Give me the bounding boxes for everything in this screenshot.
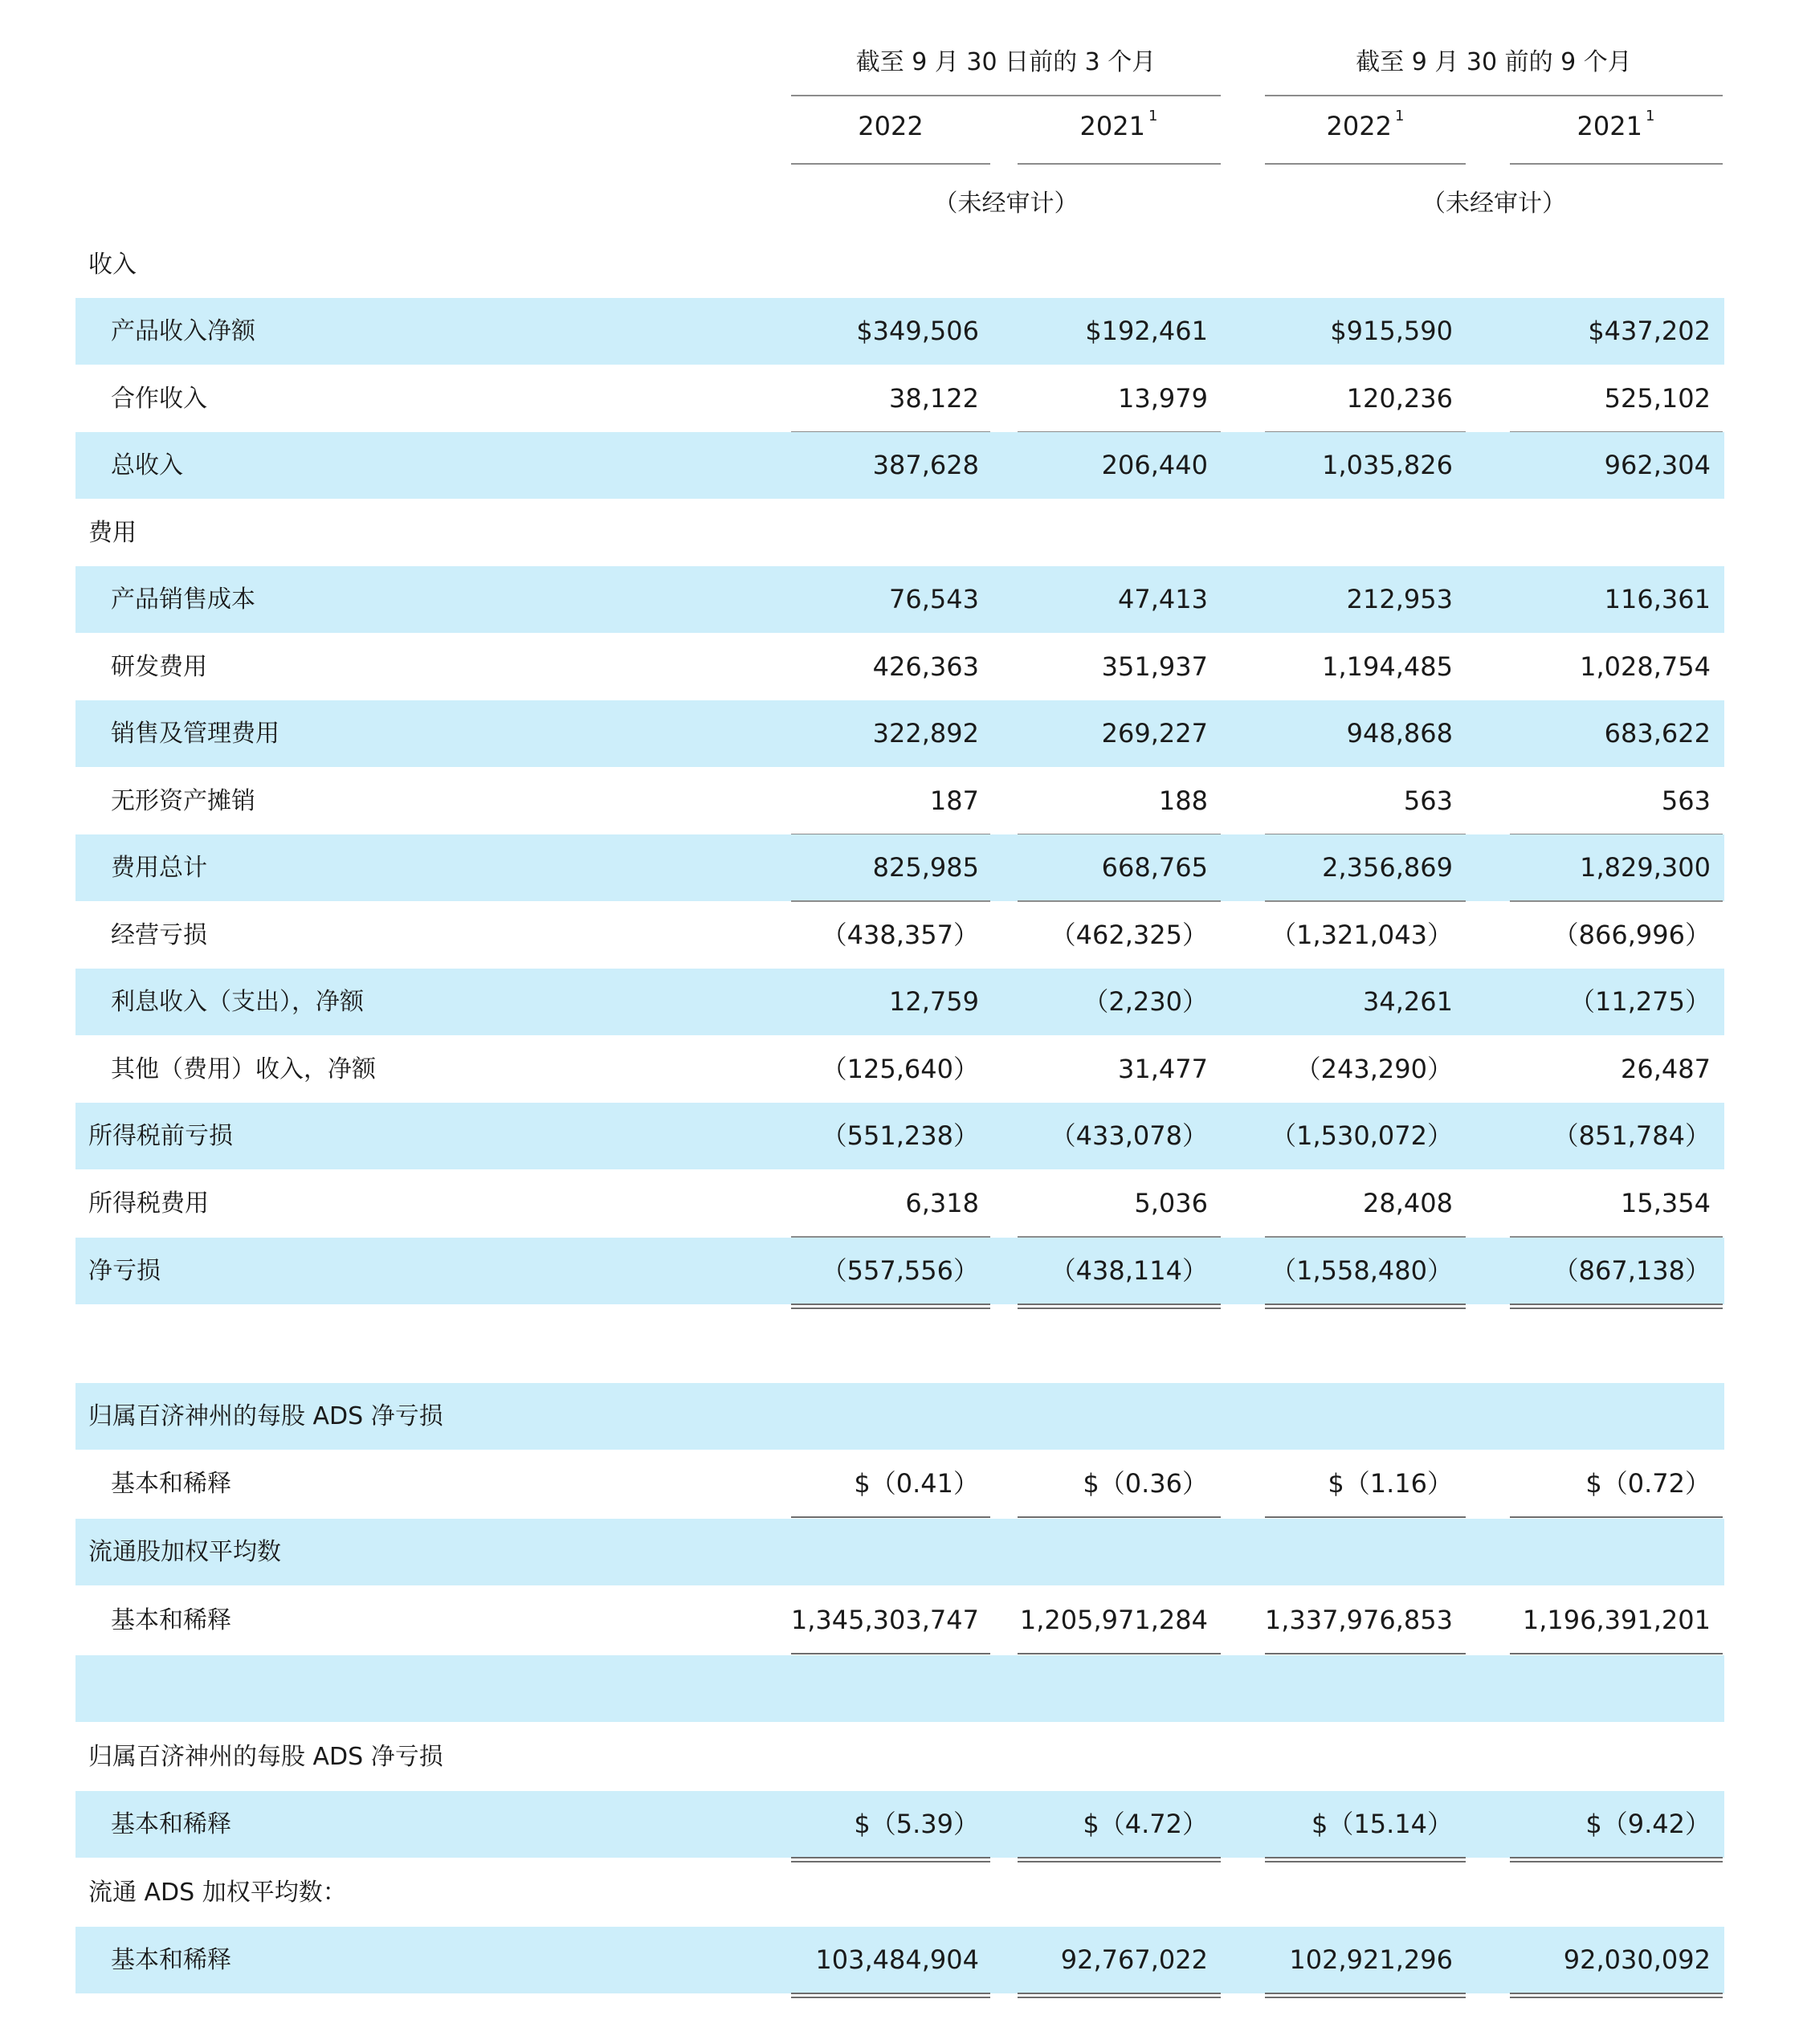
row-value: 92,767,022 (1060, 1944, 1208, 1975)
total-double-rule (1510, 1993, 1723, 1998)
table-row (75, 969, 1724, 1035)
row-value: 13,979 (1118, 383, 1208, 414)
row-value: 38,122 (889, 383, 979, 414)
row-value: 2,356,869 (1322, 852, 1453, 883)
row-label: 无形资产摊销 (111, 787, 255, 815)
row-value: （462,325） (1050, 920, 1208, 950)
table-row (75, 1036, 1724, 1103)
row-value: 269,227 (1101, 718, 1208, 749)
row-value: 1,829,300 (1580, 852, 1711, 883)
row-value: 1,345,303,747 (790, 1605, 979, 1635)
table-row (75, 634, 1724, 700)
row-value: 1,196,391,201 (1522, 1605, 1711, 1635)
row-value: $915,590 (1330, 316, 1453, 346)
row-value: $（0.41） (854, 1468, 979, 1499)
row-value: 948,868 (1346, 718, 1453, 749)
row-value: 26,487 (1621, 1054, 1711, 1084)
row-value: 1,028,754 (1580, 651, 1711, 682)
year-text: 2021 (1079, 111, 1145, 141)
row-value: 103,484,904 (815, 1944, 979, 1975)
total-double-rule (1510, 1304, 1723, 1309)
row-value: $437,202 (1588, 316, 1711, 346)
row-value: 120,236 (1346, 383, 1453, 414)
row-label: 研发费用 (111, 653, 207, 681)
row-value: 116,361 (1604, 584, 1711, 614)
row-label: 收入 (88, 251, 137, 279)
footnote-marker: 1 (1645, 108, 1655, 124)
row-value: 28,408 (1363, 1188, 1453, 1218)
row-value: 206,440 (1101, 450, 1208, 480)
row-label: 基本和稀释 (111, 1946, 231, 1974)
year-rule-4 (1510, 163, 1723, 165)
table-row (75, 1927, 1724, 1993)
year-rule-3 (1265, 163, 1466, 165)
table-row (75, 1103, 1724, 1169)
table-row (75, 1655, 1724, 1722)
header-rule-3m (791, 95, 1221, 96)
row-value: $（0.72） (1585, 1468, 1711, 1499)
row-value: （866,996） (1552, 920, 1711, 950)
total-double-rule (1265, 1993, 1466, 1998)
row-value: （1,530,072） (1271, 1120, 1453, 1151)
year-header (1022, 108, 1215, 141)
row-value: $（9.42） (1585, 1809, 1711, 1839)
row-value: $（5.39） (854, 1809, 979, 1839)
period-header-3m: 截至 9 月 30 日前的 3 个月 (855, 48, 1156, 76)
row-value: （243,290） (1295, 1054, 1453, 1084)
unaudited-label-3m: （未经审计） (933, 190, 1079, 218)
row-label: 经营亏损 (111, 921, 207, 949)
period-header-9m: 截至 9 月 30 前的 9 个月 (1356, 48, 1632, 76)
row-label: 基本和稀释 (111, 1606, 231, 1634)
row-value: $（4.72） (1083, 1809, 1208, 1839)
row-value: （1,558,480） (1271, 1255, 1453, 1286)
row-label: 利息收入（支出），净额 (111, 988, 364, 1016)
table-row (75, 1519, 1724, 1585)
row-value: （11,275） (1569, 986, 1711, 1017)
row-value: （551,238） (821, 1120, 979, 1151)
table-row (75, 1791, 1724, 1858)
row-value: （557,556） (821, 1255, 979, 1286)
header-rule-9m (1265, 95, 1723, 96)
row-value: 102,921,296 (1289, 1944, 1453, 1975)
row-label: 所得税费用 (88, 1189, 209, 1218)
row-value: 351,937 (1101, 651, 1208, 682)
row-value: 92,030,092 (1563, 1944, 1711, 1975)
row-value: （125,640） (821, 1054, 979, 1084)
row-label: 归属百济神州的每股 ADS 净亏损 (88, 1402, 443, 1430)
total-double-rule (791, 1993, 990, 1998)
row-value: 31,477 (1118, 1054, 1208, 1084)
row-value: 187 (929, 785, 979, 816)
row-value: 563 (1403, 785, 1453, 816)
row-label: 产品收入净额 (111, 317, 255, 345)
row-value: 47,413 (1118, 584, 1208, 614)
row-value: 426,363 (872, 651, 979, 682)
row-value: 1,205,971,284 (1019, 1605, 1208, 1635)
table-row (75, 1170, 1724, 1237)
table-row (75, 1724, 1724, 1790)
row-value: （867,138） (1552, 1255, 1711, 1286)
table-row (75, 566, 1724, 633)
row-value: 962,304 (1604, 450, 1711, 480)
table-row (75, 1238, 1724, 1304)
row-value: $（0.36） (1083, 1468, 1208, 1499)
row-value: 668,765 (1101, 852, 1208, 883)
row-value: （433,078） (1050, 1120, 1208, 1151)
table-row (75, 1859, 1724, 1926)
row-value: （2,230） (1083, 986, 1208, 1017)
footnote-marker: 1 (1394, 108, 1405, 124)
total-double-rule (1265, 1304, 1466, 1309)
row-value: 1,194,485 (1322, 651, 1453, 682)
footnote-marker: 1 (1148, 108, 1158, 124)
row-value: 34,261 (1363, 986, 1453, 1017)
row-value: $（1.16） (1328, 1468, 1453, 1499)
row-value: 6,318 (905, 1188, 979, 1218)
row-value: （1,321,043） (1271, 920, 1453, 950)
row-value: 188 (1158, 785, 1208, 816)
year-rule-1 (791, 163, 990, 165)
row-label: 净亏损 (88, 1257, 161, 1285)
row-value: 12,759 (889, 986, 979, 1017)
table-row (75, 768, 1724, 834)
row-value: 563 (1661, 785, 1711, 816)
row-label: 费用总计 (111, 854, 207, 882)
row-value: 322,892 (872, 718, 979, 749)
table-row (75, 700, 1724, 767)
row-value: $349,506 (856, 316, 979, 346)
year-text: 2022 (1326, 111, 1392, 141)
year-text: 2022 (858, 111, 924, 141)
row-value: 1,035,826 (1322, 450, 1453, 480)
row-label: 费用 (88, 519, 137, 547)
row-value: 5,036 (1134, 1188, 1208, 1218)
table-row (75, 298, 1724, 365)
row-label: 其他（费用）收入，净额 (111, 1055, 376, 1083)
row-label: 流通股加权平均数 (88, 1538, 281, 1566)
row-value: $192,461 (1085, 316, 1208, 346)
year-text: 2021 (1577, 111, 1642, 141)
row-label: 流通 ADS 加权平均数： (88, 1879, 347, 1907)
row-label: 基本和稀释 (111, 1810, 231, 1838)
row-value: $（15.14） (1311, 1809, 1453, 1839)
table-row (75, 365, 1724, 432)
row-value: （438,357） (821, 920, 979, 950)
row-label: 销售及管理费用 (111, 720, 279, 748)
row-label: 合作收入 (111, 385, 207, 413)
row-label: 所得税前亏损 (88, 1122, 233, 1150)
year-header (1519, 108, 1712, 141)
table-row (75, 834, 1724, 901)
total-double-rule (1018, 1304, 1221, 1309)
table-row (75, 902, 1724, 969)
row-label: 基本和稀释 (111, 1470, 231, 1498)
row-label: 总收入 (111, 451, 183, 479)
row-value: 15,354 (1621, 1188, 1711, 1218)
unaudited-label-9m: （未经审计） (1422, 190, 1566, 218)
row-value: 525,102 (1604, 383, 1711, 414)
row-value: 76,543 (889, 584, 979, 614)
row-value: （851,784） (1552, 1120, 1711, 1151)
row-value: 683,622 (1604, 718, 1711, 749)
year-rule-2 (1018, 163, 1221, 165)
total-double-rule (791, 1304, 990, 1309)
row-value: （438,114） (1050, 1255, 1208, 1286)
table-row (75, 231, 1724, 298)
year-header (794, 111, 987, 141)
row-value: 825,985 (872, 852, 979, 883)
year-header (1269, 108, 1462, 141)
row-value: 387,628 (872, 450, 979, 480)
row-label: 归属百济神州的每股 ADS 净亏损 (88, 1743, 443, 1771)
table-row (75, 432, 1724, 499)
total-double-rule (1018, 1993, 1221, 1998)
table-row (75, 1450, 1724, 1517)
table-row (75, 500, 1724, 566)
table-row (75, 1587, 1724, 1654)
table-row (75, 1383, 1724, 1450)
row-value: 1,337,976,853 (1264, 1605, 1453, 1635)
row-label: 产品销售成本 (111, 585, 255, 614)
row-value: 212,953 (1346, 584, 1453, 614)
